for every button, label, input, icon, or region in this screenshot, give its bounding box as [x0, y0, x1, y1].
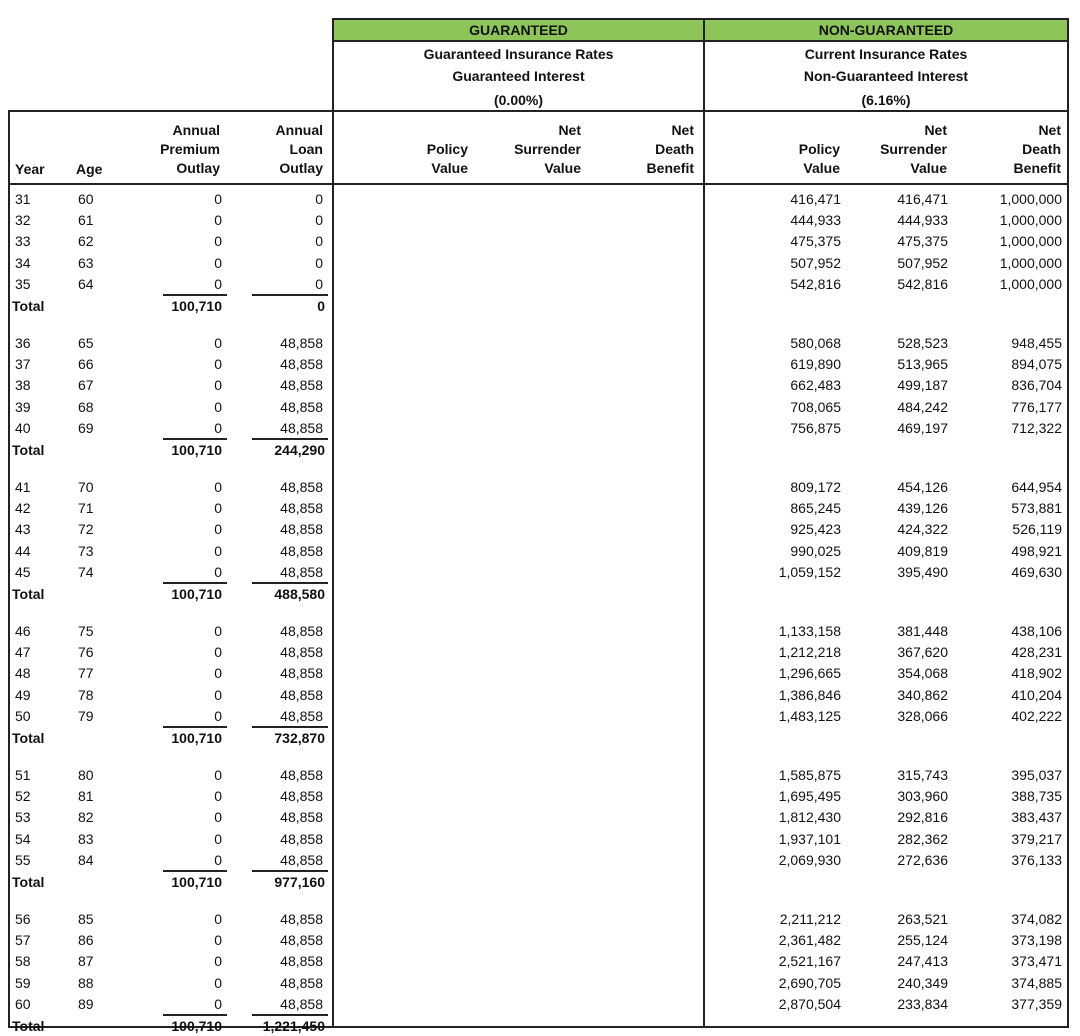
premium-cell: 0	[214, 356, 222, 373]
ng-death-benefit-cell: 373,198	[1011, 932, 1062, 949]
ng-policy-value-cell: 2,211,212	[779, 911, 841, 927]
ng-surrender-cell: 240,349	[897, 974, 948, 991]
ng-death-benefit-cell: 1,000,000	[999, 212, 1062, 229]
premium-cell: 0	[214, 521, 222, 538]
total-label: Total	[12, 442, 45, 458]
col-header-ng-policy-l2: Value	[803, 160, 840, 176]
ng-death-benefit-cell: 428,231	[1011, 644, 1062, 661]
ng-policy-value-cell: 865,245	[790, 500, 841, 517]
premium-cell: 0	[214, 851, 222, 868]
ng-death-benefit-cell: 498,921	[1011, 542, 1062, 559]
ng-surrender-cell: 255,124	[897, 932, 948, 949]
guaranteed-interest-rate: (0.00%)	[493, 92, 544, 108]
year-cell: 60	[15, 995, 31, 1012]
ng-policy-value-cell: 542,816	[790, 275, 841, 292]
ng-death-benefit-cell: 373,471	[1011, 953, 1062, 970]
premium-cell: 0	[214, 335, 222, 351]
ng-surrender-cell: 292,816	[897, 809, 948, 826]
ng-policy-value-cell: 756,875	[790, 419, 841, 436]
guaranteed-band: GUARANTEED	[332, 18, 705, 42]
age-cell: 82	[78, 809, 94, 826]
current-rates-title: Current Insurance Rates	[804, 46, 968, 62]
ng-death-benefit-cell: 418,902	[1011, 665, 1062, 682]
ng-death-benefit-cell: 402,222	[1011, 707, 1062, 724]
year-cell: 35	[15, 275, 31, 292]
ng-policy-value-cell: 2,361,482	[778, 932, 841, 949]
loan-total-cell: 977,160	[274, 874, 325, 890]
year-cell: 46	[15, 623, 31, 639]
age-cell: 66	[78, 356, 94, 373]
age-cell: 61	[78, 212, 94, 229]
premium-cell: 0	[214, 398, 222, 415]
ng-surrender-cell: 528,523	[897, 335, 948, 351]
ng-policy-value-cell: 1,059,152	[778, 563, 841, 580]
loan-cell: 48,858	[280, 521, 323, 538]
ng-policy-value-cell: 662,483	[790, 377, 841, 394]
col-header-ng-death-l1: Net	[1038, 122, 1061, 138]
age-cell: 79	[78, 707, 94, 724]
year-cell: 41	[15, 479, 31, 495]
loan-cell: 48,858	[280, 500, 323, 517]
ng-surrender-cell: 416,471	[897, 191, 948, 207]
loan-total-cell: 488,580	[274, 586, 325, 602]
age-cell: 68	[78, 398, 94, 415]
year-cell: 52	[15, 788, 31, 805]
premium-cell: 0	[214, 767, 222, 783]
total-label: Total	[12, 1018, 45, 1034]
ng-surrender-cell: 340,862	[897, 686, 948, 703]
header-bottom-rule	[8, 183, 1069, 185]
year-cell: 54	[15, 830, 31, 847]
ng-policy-value-cell: 2,521,167	[778, 953, 841, 970]
premium-total-cell: 100,710	[171, 586, 222, 602]
premium-cell: 0	[214, 707, 222, 724]
year-cell: 33	[15, 233, 31, 250]
ng-surrender-cell: 247,413	[897, 953, 948, 970]
premium-cell: 0	[214, 479, 222, 495]
premium-total-cell: 100,710	[171, 730, 222, 746]
loan-cell: 0	[315, 233, 323, 250]
loan-cell: 48,858	[280, 995, 323, 1012]
ng-death-benefit-cell: 776,177	[1011, 398, 1062, 415]
year-cell: 34	[15, 254, 31, 271]
loan-cell: 0	[315, 212, 323, 229]
year-cell: 44	[15, 542, 31, 559]
ng-death-benefit-cell: 388,735	[1011, 788, 1062, 805]
ng-surrender-cell: 303,960	[897, 788, 948, 805]
ng-policy-value-cell: 2,690,705	[778, 974, 841, 991]
premium-cell: 0	[214, 974, 222, 991]
year-cell: 42	[15, 500, 31, 517]
age-cell: 60	[78, 191, 94, 207]
ng-policy-value-cell: 619,890	[790, 356, 841, 373]
ng-death-benefit-cell: 1,000,000	[999, 191, 1062, 207]
premium-cell: 0	[214, 788, 222, 805]
ng-death-benefit-cell: 410,204	[1011, 686, 1062, 703]
ng-policy-value-cell: 580,068	[790, 335, 841, 351]
age-cell: 88	[78, 974, 94, 991]
loan-cell: 48,858	[280, 563, 323, 580]
non-guaranteed-band: NON-GUARANTEED	[703, 18, 1069, 42]
age-cell: 78	[78, 686, 94, 703]
age-cell: 89	[78, 995, 94, 1012]
ng-policy-value-cell: 1,937,101	[778, 830, 841, 847]
loan-cell: 48,858	[280, 707, 323, 724]
year-cell: 49	[15, 686, 31, 703]
ng-policy-value-cell: 1,212,218	[778, 644, 841, 661]
age-cell: 76	[78, 644, 94, 661]
col-header-loan-l2: Loan	[289, 141, 323, 157]
ng-surrender-cell: 282,362	[897, 830, 948, 847]
year-cell: 55	[15, 851, 31, 868]
premium-cell: 0	[214, 500, 222, 517]
premium-cell: 0	[214, 275, 222, 292]
ng-death-benefit-cell: 469,630	[1011, 563, 1062, 580]
col-header-ng-death-l2: Death	[1022, 141, 1061, 157]
loan-cell: 48,858	[280, 356, 323, 373]
premium-cell: 0	[214, 542, 222, 559]
loan-cell: 48,858	[280, 479, 323, 495]
premium-cell: 0	[214, 254, 222, 271]
premium-cell: 0	[214, 953, 222, 970]
ng-surrender-cell: 469,197	[897, 419, 948, 436]
age-cell: 74	[78, 563, 94, 580]
year-cell: 57	[15, 932, 31, 949]
header-top-rule	[8, 110, 1069, 112]
col-header-g-death-l3: Benefit	[646, 160, 694, 176]
ng-policy-value-cell: 475,375	[790, 233, 841, 250]
loan-cell: 48,858	[280, 665, 323, 682]
age-cell: 80	[78, 767, 94, 783]
col-header-premium-l2: Premium	[160, 141, 220, 157]
age-cell: 69	[78, 419, 94, 436]
loan-cell: 48,858	[280, 542, 323, 559]
ng-surrender-cell: 424,322	[897, 521, 948, 538]
total-label: Total	[12, 730, 45, 746]
premium-cell: 0	[214, 563, 222, 580]
age-cell: 84	[78, 851, 94, 868]
premium-total-cell: 100,710	[171, 1018, 222, 1034]
premium-cell: 0	[214, 212, 222, 229]
col-header-ng-surrender-l1: Net	[924, 122, 947, 138]
ng-death-benefit-cell: 526,119	[1012, 521, 1062, 538]
ng-death-benefit-cell: 1,000,000	[999, 233, 1062, 250]
premium-cell: 0	[214, 686, 222, 703]
premium-cell: 0	[214, 419, 222, 436]
premium-total-cell: 100,710	[171, 442, 222, 458]
loan-cell: 48,858	[280, 623, 323, 639]
age-cell: 70	[78, 479, 94, 495]
right-border	[1067, 40, 1069, 1028]
ng-surrender-cell: 409,819	[897, 542, 948, 559]
premium-cell: 0	[214, 932, 222, 949]
loan-cell: 48,858	[280, 398, 323, 415]
ng-death-benefit-cell: 712,322	[1011, 419, 1062, 436]
col-header-age: Age	[76, 161, 103, 177]
year-cell: 39	[15, 398, 31, 415]
ng-surrender-cell: 444,933	[897, 212, 948, 229]
ng-surrender-cell: 263,521	[897, 911, 948, 927]
ng-surrender-cell: 513,965	[897, 356, 948, 373]
year-cell: 58	[15, 953, 31, 970]
ng-policy-value-cell: 925,423	[790, 521, 841, 538]
age-cell: 73	[78, 542, 94, 559]
ng-death-benefit-cell: 1,000,000	[999, 254, 1062, 271]
ng-death-benefit-cell: 894,075	[1011, 356, 1062, 373]
loan-cell: 48,858	[280, 974, 323, 991]
loan-cell: 48,858	[280, 767, 323, 783]
age-cell: 72	[78, 521, 94, 538]
age-cell: 77	[78, 665, 94, 682]
age-cell: 62	[78, 233, 94, 250]
col-header-loan	[230, 121, 323, 178]
ng-death-benefit-cell: 948,455	[1011, 335, 1062, 351]
ng-death-benefit-cell: 395,037	[1011, 767, 1062, 783]
loan-cell: 48,858	[280, 932, 323, 949]
total-label: Total	[12, 298, 45, 314]
ng-death-benefit-cell: 1,000,000	[999, 275, 1062, 292]
ng-surrender-cell: 354,068	[897, 665, 948, 682]
ng-policy-value-cell: 1,296,665	[778, 665, 841, 682]
ng-surrender-cell: 315,743	[897, 767, 948, 783]
premium-cell: 0	[214, 233, 222, 250]
col-header-g-surrender-value	[490, 121, 581, 178]
col-header-g-death-l1: Net	[671, 122, 694, 138]
age-cell: 81	[78, 788, 94, 805]
col-header-ng-death-benefit	[975, 121, 1061, 178]
year-cell: 47	[15, 644, 31, 661]
premium-cell: 0	[214, 665, 222, 682]
premium-total-cell: 100,710	[171, 298, 222, 314]
year-cell: 31	[15, 191, 31, 207]
guaranteed-left-border	[332, 40, 334, 1028]
col-header-ng-surrender-l3: Value	[910, 160, 947, 176]
col-header-ng-policy-value	[760, 140, 840, 178]
ng-surrender-cell: 272,636	[897, 851, 948, 868]
year-cell: 36	[15, 335, 31, 351]
premium-cell: 0	[214, 830, 222, 847]
loan-cell: 48,858	[280, 644, 323, 661]
loan-cell: 48,858	[280, 809, 323, 826]
guaranteed-rates-title: Guaranteed Insurance Rates	[423, 46, 614, 62]
year-cell: 32	[15, 212, 31, 229]
ng-surrender-cell: 507,952	[897, 254, 948, 271]
year-cell: 56	[15, 911, 31, 927]
premium-cell: 0	[214, 377, 222, 394]
col-header-premium	[130, 121, 220, 178]
ng-surrender-cell: 542,816	[897, 275, 948, 292]
year-cell: 53	[15, 809, 31, 826]
age-cell: 64	[78, 275, 94, 292]
loan-cell: 48,858	[280, 911, 323, 927]
ng-surrender-cell: 499,187	[897, 377, 948, 394]
loan-cell: 48,858	[280, 953, 323, 970]
total-label: Total	[12, 874, 45, 890]
ng-surrender-cell: 395,490	[897, 563, 948, 580]
col-header-g-death-l2: Death	[655, 141, 694, 157]
col-header-g-surrender-l1: Net	[558, 122, 581, 138]
ng-death-benefit-cell: 377,359	[1011, 995, 1062, 1012]
premium-cell: 0	[214, 644, 222, 661]
ng-surrender-cell: 484,242	[897, 398, 948, 415]
col-header-year: Year	[15, 161, 45, 177]
ng-death-benefit-cell: 374,885	[1011, 974, 1062, 991]
ng-policy-value-cell: 1,483,125	[778, 707, 841, 724]
ng-surrender-cell: 367,620	[897, 644, 948, 661]
premium-cell: 0	[214, 911, 222, 927]
ng-policy-value-cell: 2,870,504	[778, 995, 841, 1012]
ng-policy-value-cell: 1,133,158	[778, 623, 841, 639]
col-header-loan-l3: Outlay	[279, 160, 323, 176]
loan-cell: 48,858	[280, 686, 323, 703]
age-cell: 65	[78, 335, 94, 351]
loan-total-cell: 244,290	[274, 442, 325, 458]
year-cell: 38	[15, 377, 31, 394]
ng-surrender-cell: 328,066	[897, 707, 948, 724]
non-guaranteed-interest-title: Non-Guaranteed Interest	[803, 68, 969, 84]
ng-death-benefit-cell: 836,704	[1011, 377, 1062, 394]
col-header-premium-l3: Outlay	[176, 160, 220, 176]
ng-surrender-cell: 233,834	[897, 995, 948, 1012]
ng-surrender-cell: 381,448	[897, 623, 948, 639]
center-divider	[703, 40, 705, 1028]
left-border	[8, 110, 10, 1028]
age-cell: 86	[78, 932, 94, 949]
loan-total-cell: 1,221,450	[262, 1018, 325, 1034]
year-cell: 59	[15, 974, 31, 991]
year-cell: 45	[15, 563, 31, 580]
ng-policy-value-cell: 1,386,846	[778, 686, 841, 703]
age-cell: 67	[78, 377, 94, 394]
ng-policy-value-cell: 1,812,430	[778, 809, 841, 826]
age-cell: 75	[78, 623, 94, 639]
age-cell: 85	[78, 911, 94, 927]
premium-cell: 0	[214, 623, 222, 639]
loan-cell: 48,858	[280, 335, 323, 351]
year-cell: 48	[15, 665, 31, 682]
loan-cell: 48,858	[280, 377, 323, 394]
premium-total-cell: 100,710	[171, 874, 222, 890]
loan-cell: 48,858	[280, 830, 323, 847]
loan-cell: 0	[315, 275, 323, 292]
year-cell: 51	[15, 767, 31, 783]
ng-death-benefit-cell: 438,106	[1011, 623, 1062, 639]
col-header-g-policy-l2: Value	[431, 160, 468, 176]
loan-cell: 48,858	[280, 788, 323, 805]
age-cell: 83	[78, 830, 94, 847]
loan-cell: 48,858	[280, 419, 323, 436]
col-header-g-policy-value	[390, 140, 468, 178]
ng-death-benefit-cell: 383,437	[1011, 809, 1062, 826]
ng-surrender-cell: 439,126	[897, 500, 948, 517]
premium-cell: 0	[214, 995, 222, 1012]
guaranteed-interest-title: Guaranteed Interest	[452, 68, 585, 84]
ng-policy-value-cell: 416,471	[790, 191, 841, 207]
total-label: Total	[12, 586, 45, 602]
ng-policy-value-cell: 708,065	[790, 398, 841, 415]
ng-policy-value-cell: 1,585,875	[778, 767, 841, 783]
ng-surrender-cell: 475,375	[897, 233, 948, 250]
col-header-loan-l1: Annual	[275, 122, 323, 138]
ng-policy-value-cell: 444,933	[790, 212, 841, 229]
age-cell: 87	[78, 953, 94, 970]
non-guaranteed-interest-rate: (6.16%)	[861, 92, 911, 108]
loan-total-cell: 732,870	[274, 730, 325, 746]
col-header-ng-surrender-l2: Surrender	[880, 141, 947, 157]
ng-death-benefit-cell: 379,217	[1011, 830, 1062, 847]
ng-policy-value-cell: 507,952	[790, 254, 841, 271]
col-header-g-death-benefit	[610, 121, 694, 178]
year-cell: 43	[15, 521, 31, 538]
ng-policy-value-cell: 809,172	[790, 479, 841, 495]
premium-cell: 0	[214, 191, 222, 207]
premium-cell: 0	[214, 809, 222, 826]
col-header-g-surrender-l2: Surrender	[514, 141, 581, 157]
year-cell: 40	[15, 419, 31, 436]
ng-policy-value-cell: 1,695,495	[778, 788, 841, 805]
ng-surrender-cell: 454,126	[897, 479, 948, 495]
loan-total-cell: 0	[317, 298, 325, 314]
age-cell: 71	[78, 500, 94, 517]
col-header-g-policy-l1: Policy	[426, 141, 468, 157]
ng-death-benefit-cell: 573,881	[1011, 500, 1062, 517]
age-cell: 63	[78, 254, 94, 271]
year-cell: 37	[15, 356, 31, 373]
loan-cell: 0	[315, 254, 323, 271]
loan-cell: 48,858	[280, 851, 323, 868]
ng-death-benefit-cell: 644,954	[1011, 479, 1062, 495]
ng-policy-value-cell: 990,025	[790, 542, 841, 559]
ng-policy-value-cell: 2,069,930	[778, 851, 841, 868]
col-header-ng-death-l3: Benefit	[1013, 160, 1061, 176]
ng-death-benefit-cell: 376,133	[1011, 851, 1062, 868]
col-header-ng-policy-l1: Policy	[798, 141, 840, 157]
col-header-ng-surrender-value	[856, 121, 947, 178]
loan-cell: 0	[315, 191, 323, 207]
col-header-g-surrender-l3: Value	[544, 160, 581, 176]
col-header-premium-l1: Annual	[172, 122, 220, 138]
year-cell: 50	[15, 707, 31, 724]
ng-death-benefit-cell: 374,082	[1011, 911, 1062, 927]
